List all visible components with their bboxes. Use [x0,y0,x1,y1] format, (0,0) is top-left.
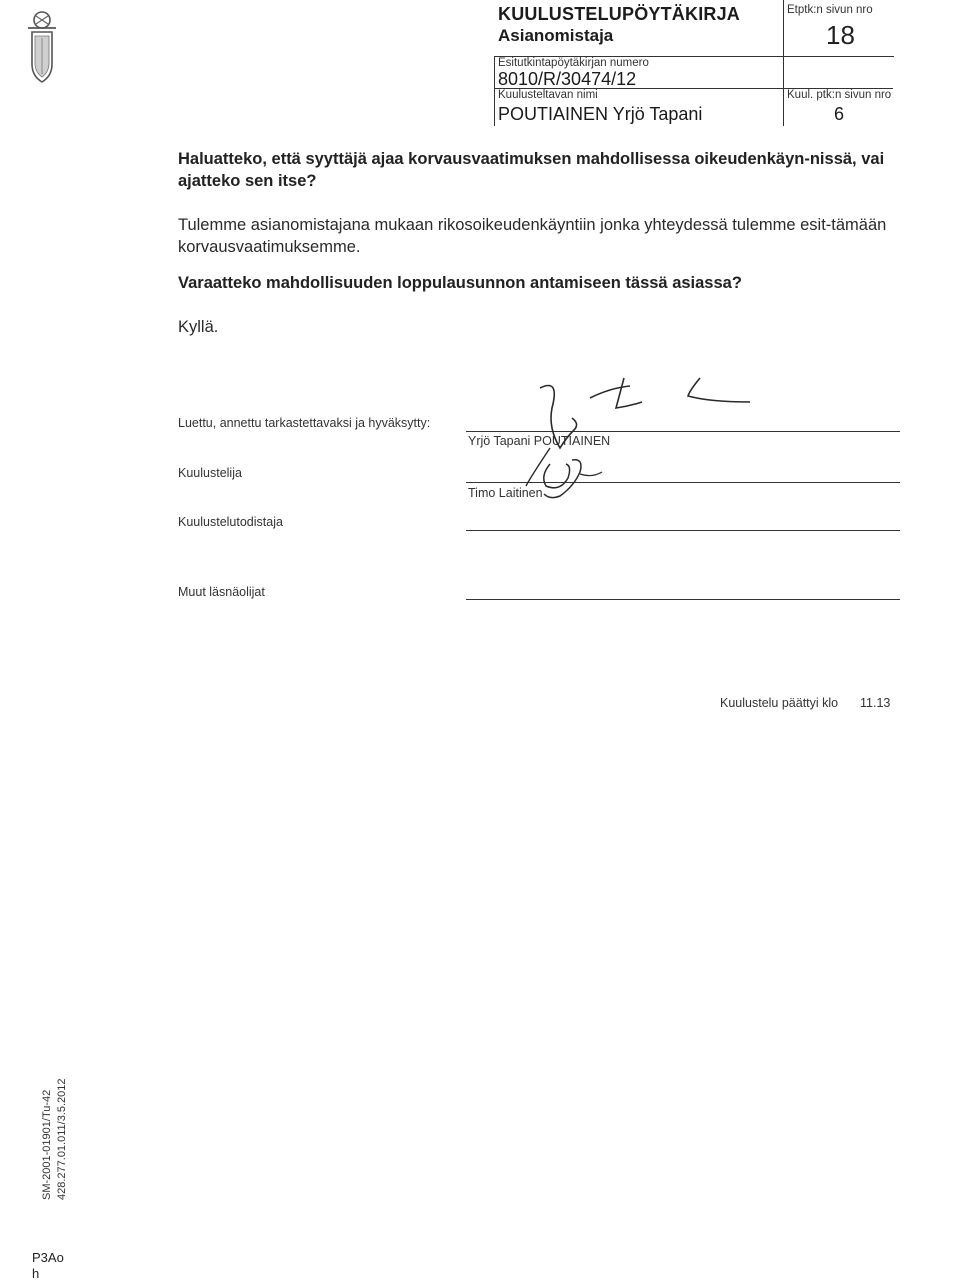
interviewee-printed-name: Yrjö Tapani POUTIAINEN [468,434,611,448]
police-emblem-icon [22,6,62,84]
case-number-label: Esitutkintapöytäkirjan numero [498,57,649,69]
signature-line [466,530,900,531]
header-divider [783,0,784,126]
footer-code-suffix: h [32,1266,40,1281]
interviewer-label: Kuulustelija [178,466,242,480]
document-title: KUULUSTELUPÖYTÄKIRJA [498,4,741,24]
witness-label: Kuulustelutodistaja [178,515,283,529]
form-code-line: SM-2001-01901/Tu-42 [41,1089,53,1200]
case-number: 8010/R/30474/12 [498,69,637,89]
interviewee-name: POUTIAINEN Yrjö Tapani [498,104,703,124]
others-present-label: Muut läsnäolijat [178,585,265,599]
form-code [40,980,70,1200]
document-subtitle: Asianomistaja [498,26,614,45]
question-compensation: Haluatteko, että syyttäjä ajaa korvausvaatimuksen mahdollisessa oikeudenkäyn-nissä, vai ajatteko sen itse? [178,150,885,190]
footer-code: P3Ao [32,1250,64,1265]
protocol-page-label: Kuul. ptk:n sivun nro [787,89,892,101]
confirm-label: Luettu, annettu tarkastettavaksi ja hyväksytty: [178,416,431,430]
interviewer-printed-name: Timo Laitinen [468,486,543,500]
interview-end-time: 11.13 [860,696,891,710]
page-number-label: Etptk:n sivun nro [787,4,873,16]
interviewee-label: Kuulusteltavan nimi [498,89,598,101]
answer-compensation: Tulemme asianomistajana mukaan rikosoikeudenkäyntiin jonka yhteydessä tulemme esit-tämään korvausvaatimuksemme. [178,216,887,256]
handwritten-signature-icon [520,368,770,508]
protocol-page-number: 6 [834,104,845,124]
header-divider [494,56,495,126]
answer-final-statement: Kyllä. [178,318,219,336]
form-version-line: 428.277.01.011/3.5.2012 [56,1078,68,1200]
interview-end-label: Kuulustelu päättyi klo [720,696,839,710]
question-final-statement: Varaatteko mahdollisuuden loppulausunnon antamiseen tässä asiassa? [178,274,742,292]
page-number: 18 [826,20,855,50]
signature-line [466,599,900,600]
